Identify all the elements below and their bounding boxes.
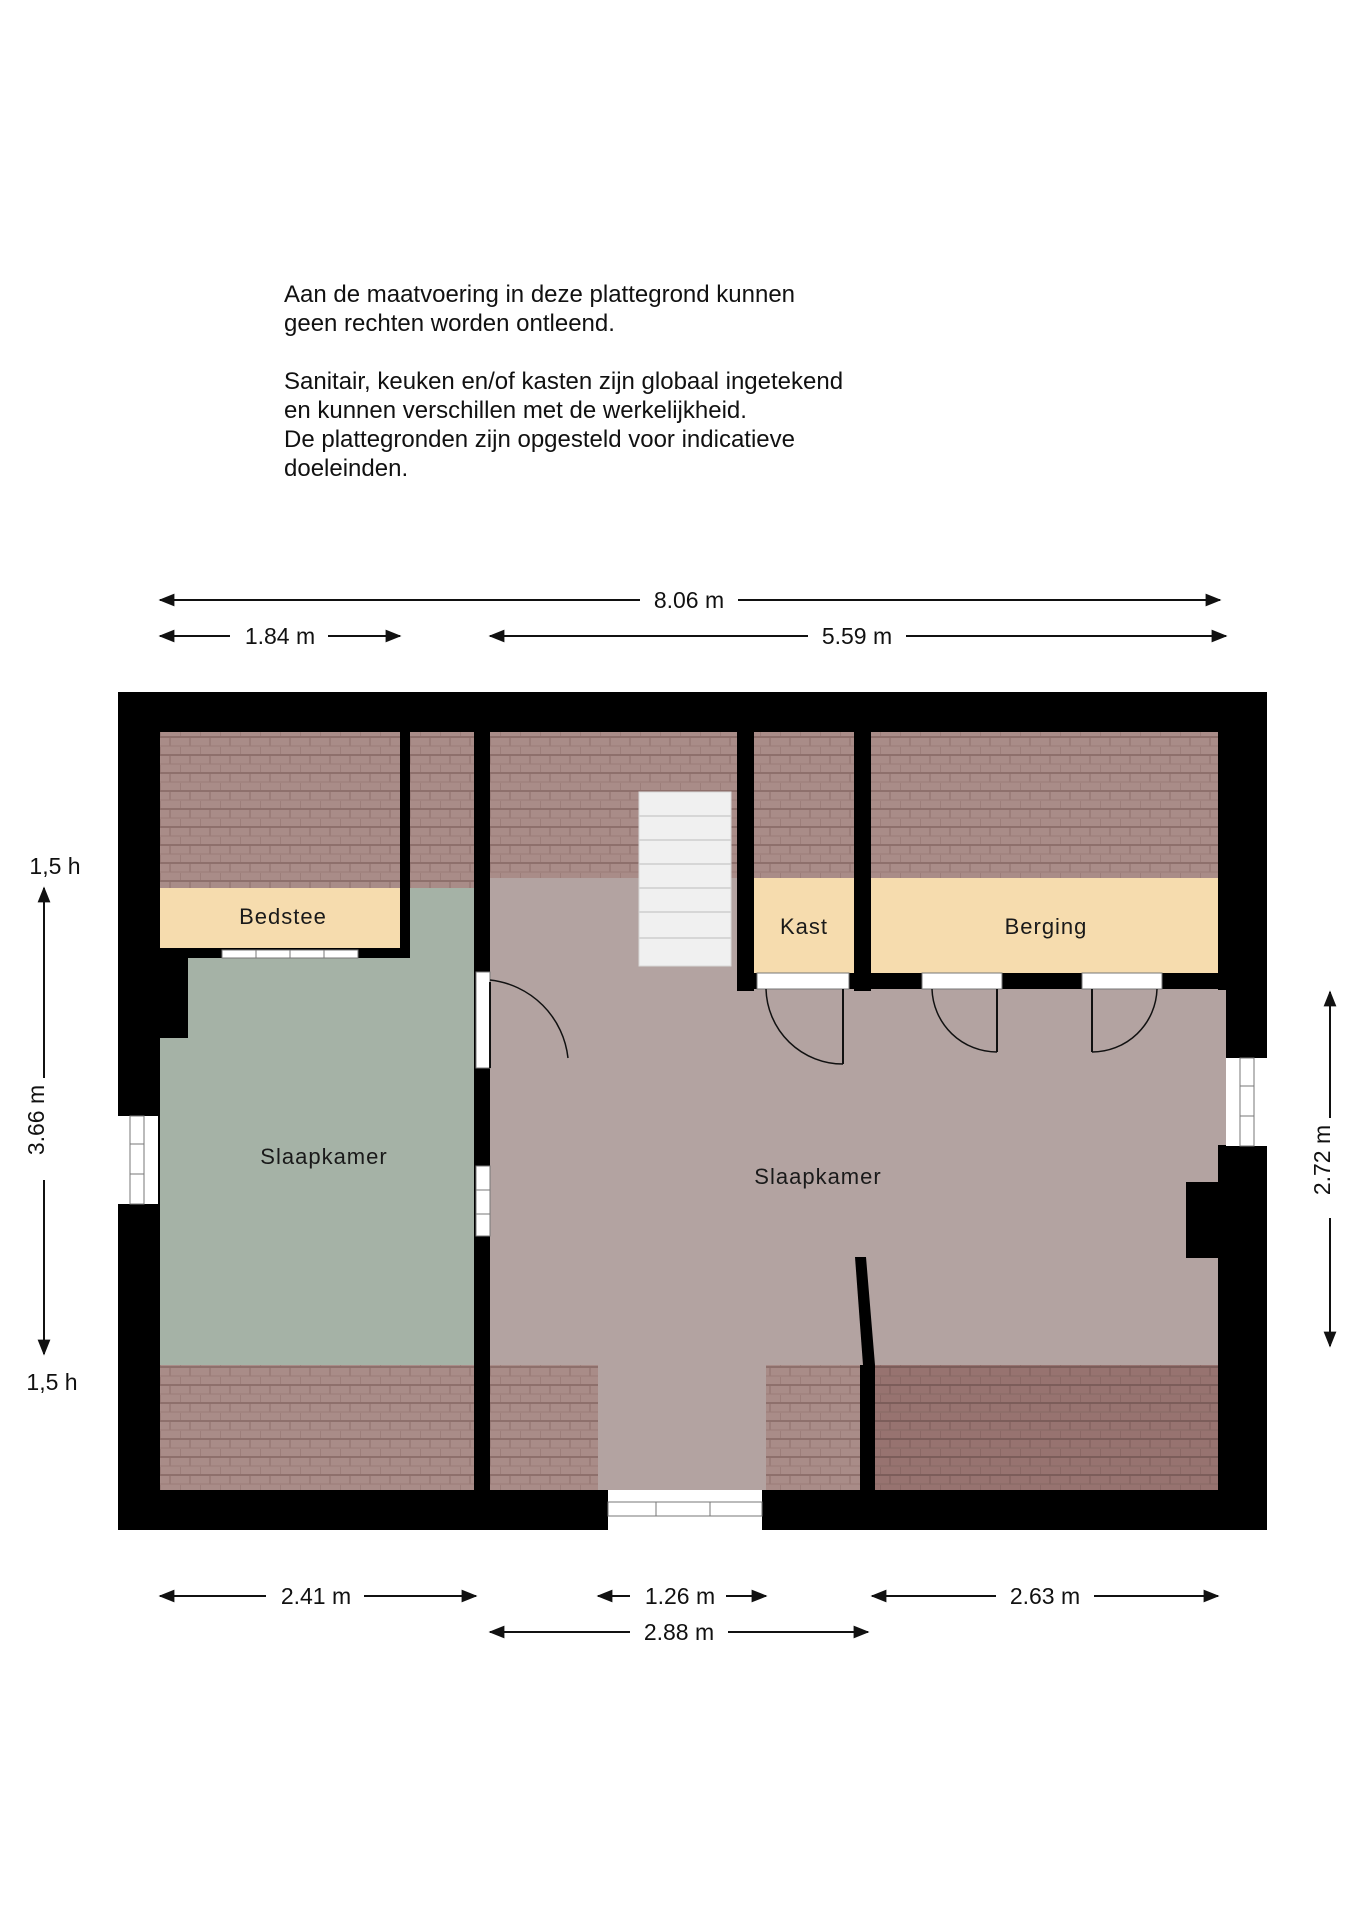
dimension-label-height-top: 1,5 h xyxy=(29,853,81,879)
roof-slope xyxy=(160,732,405,888)
chimney xyxy=(1186,1182,1226,1258)
wall-notch xyxy=(160,958,188,1038)
bedstee-wall xyxy=(400,732,410,956)
roof-slope xyxy=(871,732,1226,878)
dimension-label: 1.26 m xyxy=(644,1583,716,1609)
room-label-slaapkamer-left: Slaapkamer xyxy=(260,1144,388,1169)
dimension-top-right xyxy=(490,623,1226,649)
disclaimer-line: Sanitair, keuken en/of kasten zijn globaal ingetekend xyxy=(284,368,844,395)
room-label-slaapkamer-main: Slaapkamer xyxy=(754,1164,882,1189)
disclaimer-line: en kunnen verschillen met de werkelijkheid. xyxy=(284,397,747,424)
dimension-label-height-bottom: 1,5 h xyxy=(26,1369,78,1395)
kast-wall xyxy=(854,732,871,991)
dimension-top-total xyxy=(160,587,1220,613)
bottom-wall-divider xyxy=(860,1365,875,1490)
left-window xyxy=(118,1116,158,1204)
room-label-berging: Berging xyxy=(1004,914,1088,939)
partition-wall xyxy=(476,732,490,1490)
roof-slope xyxy=(754,732,854,878)
roof-slope xyxy=(407,732,474,888)
dimension-label: 5.59 m xyxy=(821,623,893,649)
disclaimer-line: Aan de maatvoering in deze plattegrond kunnen xyxy=(284,281,796,308)
room-label-bedstee: Bedstee xyxy=(239,904,327,929)
right-window xyxy=(1226,1058,1267,1146)
dimension-top-left xyxy=(160,623,400,649)
dimension-bottom-center-total xyxy=(490,1619,868,1645)
dimension-label: 8.06 m xyxy=(653,587,725,613)
dimension-label: 2.41 m xyxy=(280,1583,352,1609)
roof-slope xyxy=(766,1365,860,1490)
main-bedroom-floor-right xyxy=(1218,990,1226,1145)
dimension-bottom-left xyxy=(160,1583,476,1609)
roof-slope xyxy=(160,1365,474,1490)
interior-window xyxy=(476,1166,490,1236)
dimension-right-depth xyxy=(1309,992,1335,1346)
disclaimer-line: doeleinden. xyxy=(284,455,409,482)
staircase xyxy=(639,792,731,966)
room-label-kast: Kast xyxy=(779,914,829,939)
roof-slope xyxy=(490,1365,598,1490)
disclaimer-line: geen rechten worden ontleend. xyxy=(284,310,615,337)
dimension-label: 2.72 m xyxy=(1309,1124,1335,1196)
dimension-label: 3.66 m xyxy=(23,1084,49,1156)
bottom-window xyxy=(608,1490,762,1530)
dimension-label: 2.88 m xyxy=(643,1619,715,1645)
disclaimer-line: De plattegronden zijn opgesteld voor indicatieve xyxy=(284,426,795,453)
bedstee-window xyxy=(222,950,358,958)
roof-slope xyxy=(875,1365,1218,1490)
dimension-label: 1.84 m xyxy=(244,623,316,649)
dimension-label: 2.63 m xyxy=(1009,1583,1081,1609)
dimension-bottom-right xyxy=(872,1583,1218,1609)
right-wall-thick xyxy=(1218,732,1267,990)
dimension-left-depth xyxy=(23,853,81,1395)
kast-wall xyxy=(737,732,754,991)
dimension-bottom-mid xyxy=(598,1583,766,1609)
